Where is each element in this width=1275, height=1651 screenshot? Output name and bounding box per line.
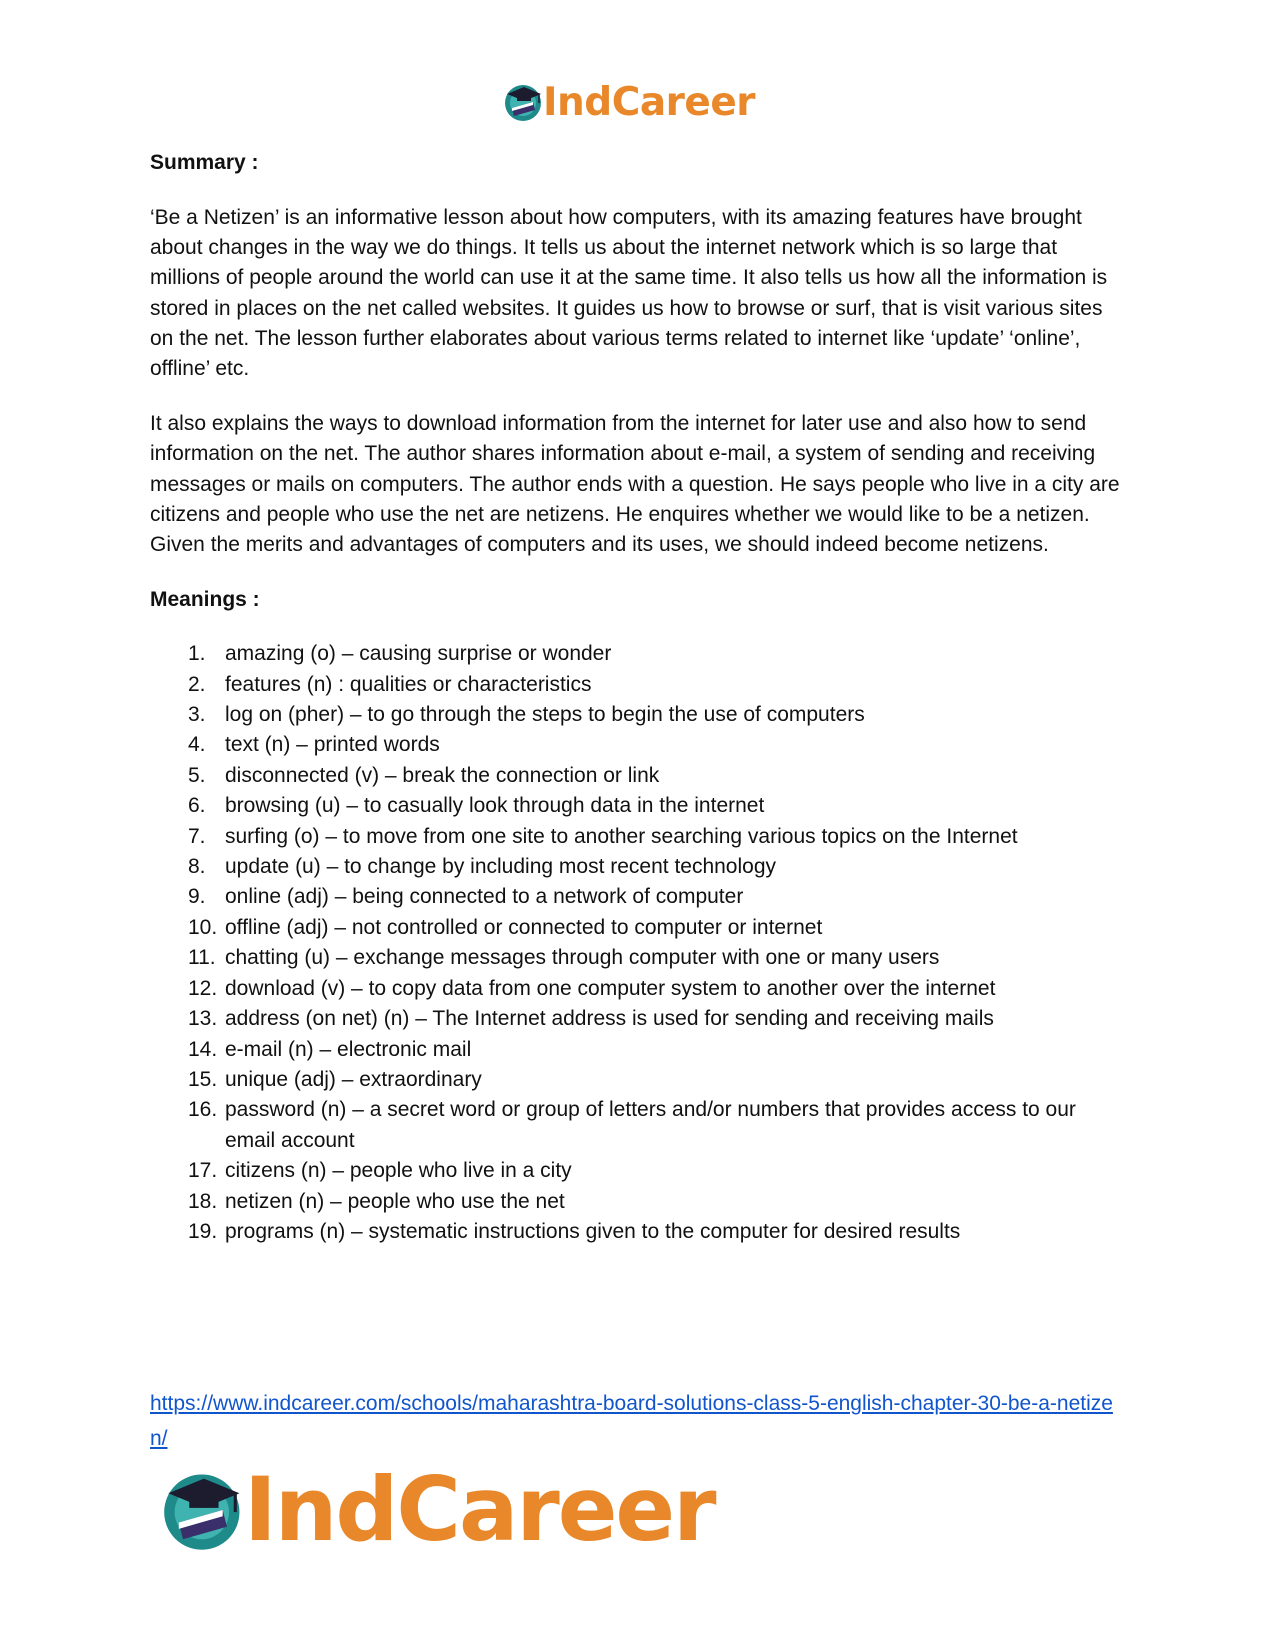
item-text: offline (adj) – not controlled or connected to computer or internet (225, 915, 823, 939)
item-number: 4. (188, 733, 206, 757)
item-text: online (adj) – being connected to a network of computer (225, 885, 744, 909)
list-item (150, 852, 1125, 882)
item-text: programs (n) – systematic instructions given to the computer for desired results (225, 1219, 961, 1243)
meanings-list (150, 639, 1125, 1247)
list-item (150, 943, 1125, 973)
graduation-book-icon (503, 82, 547, 122)
item-number: 18. (188, 1189, 218, 1213)
item-number: 11. (188, 946, 216, 970)
list-item (150, 913, 1125, 943)
document-body (150, 148, 1125, 1247)
logo-wordmark: IndCareer (244, 1458, 715, 1561)
list-item (150, 639, 1125, 669)
list-item (150, 1004, 1125, 1034)
item-text: password (n) – a secret word or group of letters and/or numbers that provides access to our email account (225, 1098, 1076, 1152)
item-number: 3. (188, 703, 206, 727)
item-text: features (n) : qualities or characteristics (225, 672, 592, 696)
list-item (150, 1035, 1125, 1065)
list-item (150, 761, 1125, 791)
item-text: address (on net) (n) – The Internet address is used for sending and receiving mails (225, 1007, 994, 1031)
item-number: 14. (188, 1037, 218, 1061)
list-item (150, 1217, 1125, 1247)
list-item (150, 882, 1125, 912)
item-text: e-mail (n) – electronic mail (225, 1037, 472, 1061)
item-number: 2. (188, 672, 206, 696)
item-text: surfing (o) – to move from one site to another searching various topics on the Internet (225, 824, 1018, 848)
item-number: 13. (188, 1007, 218, 1031)
item-text: log on (pher) – to go through the steps to begin the use of computers (225, 703, 865, 727)
footer-logo (160, 1458, 715, 1561)
item-text: unique (adj) – extraordinary (225, 1067, 482, 1091)
meanings-heading: Meanings : (150, 588, 260, 612)
list-item (150, 1187, 1125, 1217)
item-number: 8. (188, 855, 206, 879)
graduation-book-icon (160, 1468, 252, 1552)
item-number: 12. (188, 976, 218, 1000)
item-text: chatting (u) – exchange messages through computer with one or many users (225, 946, 940, 970)
item-text: amazing (o) – causing surprise or wonder (225, 642, 612, 666)
item-number: 17. (188, 1159, 218, 1183)
list-item (150, 822, 1125, 852)
item-number: 1. (188, 642, 206, 666)
item-text: text (n) – printed words (225, 733, 440, 757)
source-link[interactable]: https://www.indcareer.com/schools/maharashtra-board-solutions-class-5-english-chapter-30-be-a-netizen/ (150, 1392, 1113, 1450)
item-text: update (u) – to change by including most recent technology (225, 855, 777, 879)
item-number: 7. (188, 824, 206, 848)
item-text: download (v) – to copy data from one computer system to another over the internet (225, 976, 996, 1000)
list-item (150, 791, 1125, 821)
list-item (150, 974, 1125, 1004)
logo-wordmark: IndCareer (543, 79, 755, 125)
summary-paragraph: It also explains the ways to download information from the internet for later use and also how to send information on the net. The author shares information about e-mail, a system of sending and receiving messages or mails on computers. The author ends with a question. He says people who live in a city are citizens and people who use the net are netizens. He enquires whether we would like to be a netizen. Given the merits and advantages of computers and its uses, we should indeed become netizens. (150, 412, 1120, 557)
item-number: 16. (188, 1098, 218, 1122)
summary-paragraph: ‘Be a Netizen’ is an informative lesson about how computers, with its amazing features have brought about changes in the way we do things. It tells us about the internet network which is so large that millions of people around the world can use it at the same time. It also tells us how all the information is stored in places on the net called websites. It guides us how to browse or surf, that is visit various sites on the net. The lesson further elaborates about various terms related to internet like ‘update’ ‘online’, offline’ etc. (150, 206, 1108, 381)
item-number: 19. (188, 1219, 218, 1243)
item-text: citizens (n) – people who live in a city (225, 1159, 572, 1183)
list-item (150, 670, 1125, 700)
header-logo (503, 79, 755, 125)
item-number: 5. (188, 763, 206, 787)
list-item (150, 1065, 1125, 1095)
item-text: netizen (n) – people who use the net (225, 1189, 565, 1213)
list-item (150, 730, 1125, 760)
item-text: disconnected (v) – break the connection or link (225, 763, 660, 787)
item-number: 6. (188, 794, 206, 818)
list-item (150, 700, 1125, 730)
summary-heading: Summary : (150, 151, 259, 174)
list-item (150, 1156, 1125, 1186)
item-number: 10. (188, 915, 218, 939)
item-text: browsing (u) – to casually look through data in the internet (225, 794, 765, 818)
item-number: 15. (188, 1067, 218, 1091)
item-number: 9. (188, 885, 206, 909)
list-item (150, 1095, 1125, 1156)
